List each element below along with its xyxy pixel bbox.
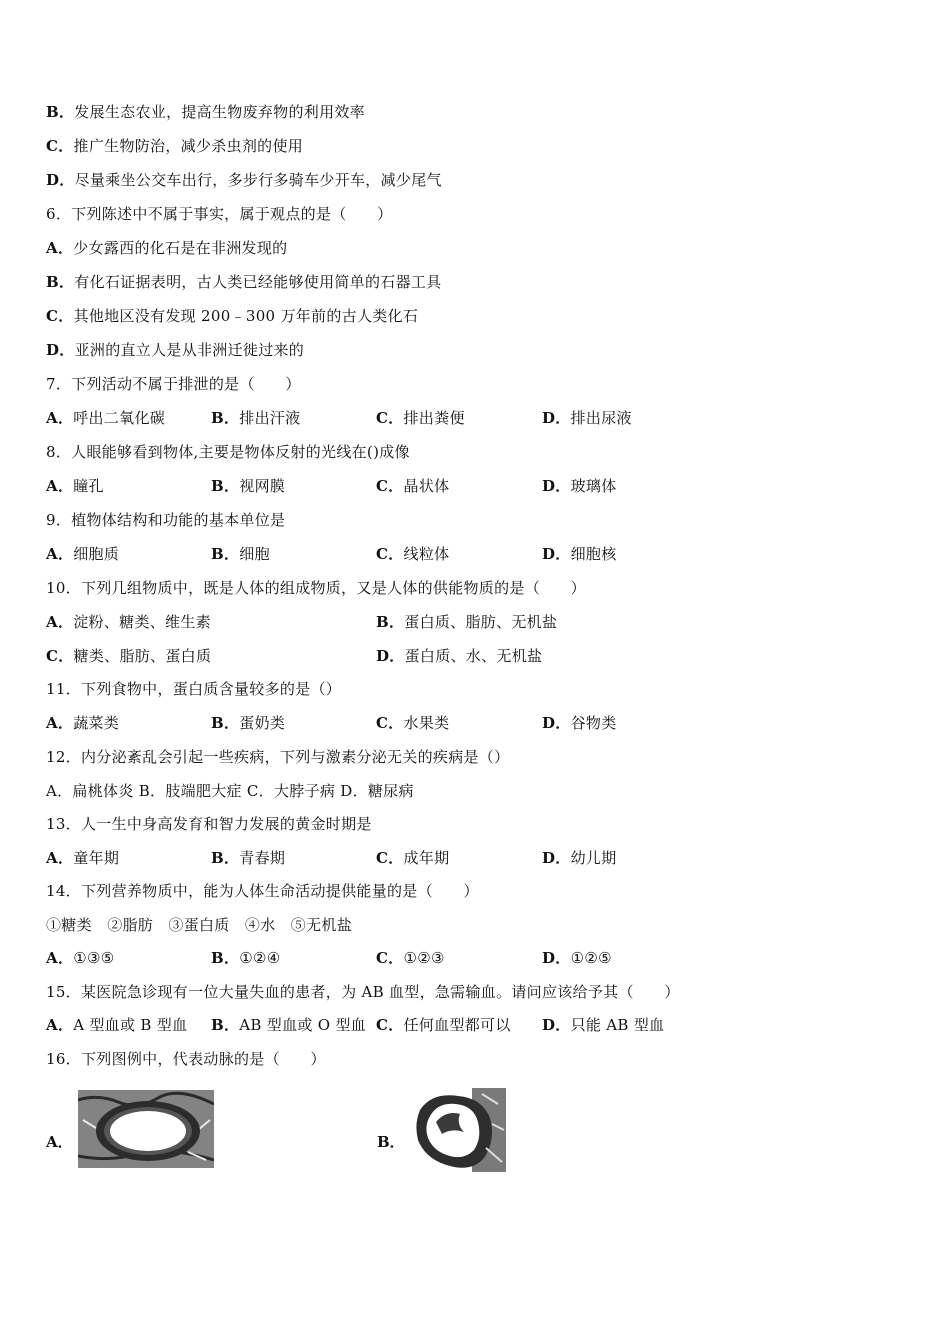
q12-options: A．扁桃体炎 B．肢端肥大症 C．大脖子病 D．糖尿病 [46,782,414,800]
q14-stem: 14．下列营养物质中，能为人体生命活动提供能量的是（ ） [46,882,479,900]
q10-options-row2 [46,645,906,667]
q13-option-c: C．成年期 [376,849,450,867]
q9-option-d: D．细胞核 [542,545,617,563]
q11-option-b: B．蛋奶类 [211,714,286,732]
q13-options [46,847,906,869]
artery-cross-section-image [78,1090,214,1168]
q11-option-d: D．谷物类 [542,714,617,732]
q13-option-a: A．童年期 [46,849,120,867]
q15-option-d: D．只能 AB 型血 [542,1016,665,1034]
q15-options [46,1014,906,1036]
q7-option-b: B．排出汗液 [211,409,301,427]
q7-stem: 7．下列活动不属于排泄的是（ ） [46,375,301,393]
q15-option-b: B．AB 型血或 O 型血 [211,1016,367,1034]
q14-option-a: A．①③⑤ [46,949,115,967]
q14-items: ①糖类 ②脂肪 ③蛋白质 ④水 ⑤无机盐 [46,916,353,934]
q15-option-c: C．任何血型都可以 [376,1016,511,1034]
q6-option-b: B．有化石证据表明，古人类已经能够使用简单的石器工具 [46,273,442,291]
q7-option-d: D．排出尿液 [542,409,632,427]
q14-option-c: C．①②③ [376,949,445,967]
q16-option-a-label: A． [46,1133,73,1151]
q13-stem: 13．人一生中身高发育和智力发展的黄金时期是 [46,815,372,833]
q14-options [46,947,906,969]
q7-option-c: C．排出粪便 [376,409,465,427]
q11-options [46,712,906,734]
q11-option-a: A．蔬菜类 [46,714,120,732]
q10-option-a: A．淀粉、糖类、维生素 [46,613,211,631]
q15-stem: 15．某医院急诊现有一位大量失血的患者，为 AB 血型，急需输血。请问应该给予其（ ） [46,983,680,1001]
prev-option-c: C．推广生物防治，减少杀虫剂的使用 [46,137,304,155]
q10-stem: 10．下列几组物质中，既是人体的组成物质，又是人体的供能物质的是（ ） [46,579,586,597]
q10-options-row1 [46,611,906,633]
q10-option-b: B．蛋白质、脂肪、无机盐 [376,613,558,631]
prev-option-d: D．尽量乘坐公交车出行，多步行多骑车少开车，减少尾气 [46,171,442,189]
vein-cross-section-image [412,1088,506,1172]
q9-stem: 9．植物体结构和功能的基本单位是 [46,511,286,529]
q12-stem: 12．内分泌紊乱会引起一些疾病，下列与激素分泌无关的疾病是（） [46,748,510,766]
q16-stem: 16．下列图例中，代表动脉的是（ ） [46,1050,326,1068]
q8-option-c: C．晶状体 [376,477,450,495]
prev-option-b: B．发展生态农业，提高生物废弃物的利用效率 [46,103,365,121]
q9-options [46,543,906,565]
q11-stem: 11．下列食物中，蛋白质含量较多的是（） [46,680,342,698]
q8-options [46,475,906,497]
q8-option-a: A．瞳孔 [46,477,104,495]
q13-option-d: D．幼儿期 [542,849,617,867]
q14-option-d: D．①②⑤ [542,949,612,967]
q14-option-b: B．①②④ [211,949,281,967]
q6-option-d: D．亚洲的直立人是从非洲迁徙过来的 [46,341,305,359]
q9-option-b: B．细胞 [211,545,270,563]
q6-stem: 6．下列陈述中不属于事实，属于观点的是（ ） [46,205,393,223]
q8-option-b: B．视网膜 [211,477,286,495]
q11-option-c: C．水果类 [376,714,450,732]
q13-option-b: B．青春期 [211,849,286,867]
q6-option-a: A．少女露西的化石是在非洲发现的 [46,239,288,257]
q9-option-c: C．线粒体 [376,545,450,563]
q10-option-d: D．蛋白质、水、无机盐 [376,647,543,665]
q15-option-a: A．A 型血或 B 型血 [46,1016,188,1034]
q7-options [46,407,906,429]
q8-option-d: D．玻璃体 [542,477,617,495]
q7-option-a: A．呼出二氧化碳 [46,409,166,427]
q16-option-b-label: B． [377,1133,405,1151]
q8-stem: 8．人眼能够看到物体,主要是物体反射的光线在()成像 [46,443,410,461]
q10-option-c: C．糖类、脂肪、蛋白质 [46,647,212,665]
q6-option-c: C．其他地区没有发现 200﹣300 万年前的古人类化石 [46,307,419,325]
q9-option-a: A．细胞质 [46,545,120,563]
